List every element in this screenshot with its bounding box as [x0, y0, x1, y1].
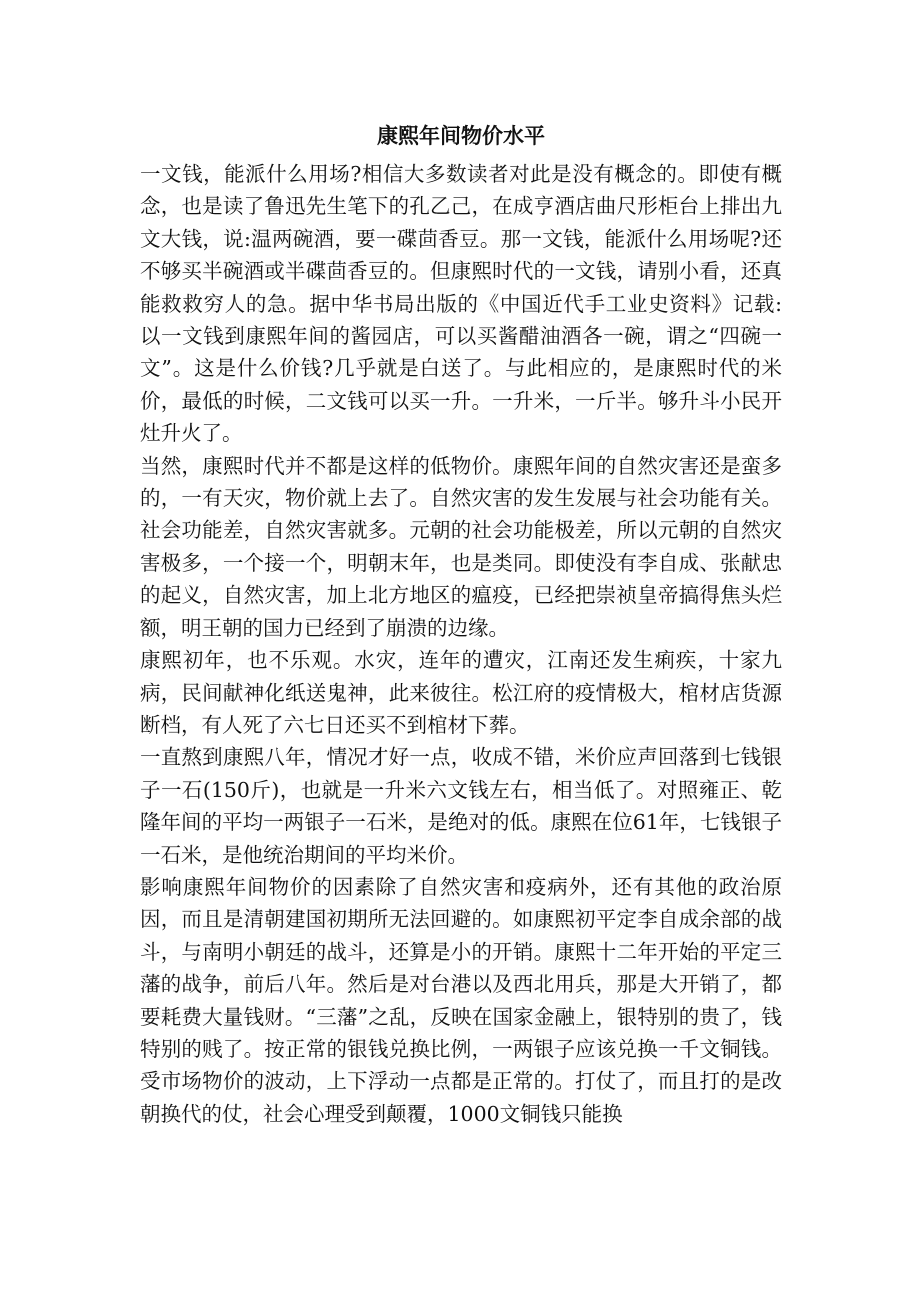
paragraph-5: 影响康熙年间物价的因素除了自然灾害和疫病外，还有其他的政治原因，而且是清朝建国初期所无法回避的。如康熙初平定李自成余部的战斗，与南明小朝廷的战斗，还算是小的开销。康熙十二年开始的平定三藩的战争，前后八年。然后是对台港以及西北用兵，那是大开销了，都要耗费大量钱财。“三藩”之乱，反映在国家金融上，银特别的贵了，钱特别的贱了。按正常的银钱兑换比例，一两银子应该兑换一千文铜钱。受市场物价的波动，上下浮动一点都是正常的。打仗了，而且打的是改朝换代的仗，社会心理受到颠覆，1000文铜钱只能换	[140, 874, 782, 1126]
paragraph-4: 一直熬到康熙八年，情况才好一点，收成不错，米价应声回落到七钱银子一石(150斤)，也就是一升米六文钱左右，相当低了。对照雍正、乾隆年间的平均一两银子一石米，是绝对的低。康熙在位61年，七钱银子一石米，是他统治期间的平均米价。	[140, 745, 782, 867]
document-title: 康熙年间物价水平	[377, 123, 545, 148]
paragraph-2: 当然，康熙时代并不都是这样的低物价。康熙年间的自然灾害还是蛮多的，一有天灾，物价就上去了。自然灾害的发生发展与社会功能有关。社会功能差，自然灾害就多。元朝的社会功能极差，所以元朝的自然灾害极多，一个接一个，明朝末年，也是类同。即使没有李自成、张献忠的起义，自然灾害，加上北方地区的瘟疫，已经把崇祯皇帝搞得焦头烂额，明王朝的国力已经到了崩溃的边缘。	[140, 453, 782, 640]
paragraph-1: 一文钱，能派什么用场?相信大多数读者对此是没有概念的。即使有概念，也是读了鲁迅先生笔下的孔乙己，在成亨酒店曲尺形柜台上排出九文大钱，说:温两碗酒，要一碟茴香豆。那一文钱，能派什么用场呢?还不够买半碗酒或半碟茴香豆的。但康熙时代的一文钱，请别小看，还真能救救穷人的急。据中华书局出版的《中国近代手工业史资料》记载:以一文钱到康熙年间的酱园店，可以买酱醋油酒各一碗，谓之“四碗一文”。这是什么价钱?几乎就是白送了。与此相应的，是康熙时代的米价，最低的时候，二文钱可以买一升。一升米，一斤半。够升斗小民开灶升火了。	[140, 162, 782, 446]
document-body	[140, 118, 782, 1130]
paragraph-3: 康熙初年，也不乐观。水灾，连年的遭灾，江南还发生痢疾，十家九病，民间献神化纸送鬼神，此来彼往。松江府的疫情极大，棺材店货源断档，有人死了六七日还买不到棺材下葬。	[140, 648, 782, 737]
